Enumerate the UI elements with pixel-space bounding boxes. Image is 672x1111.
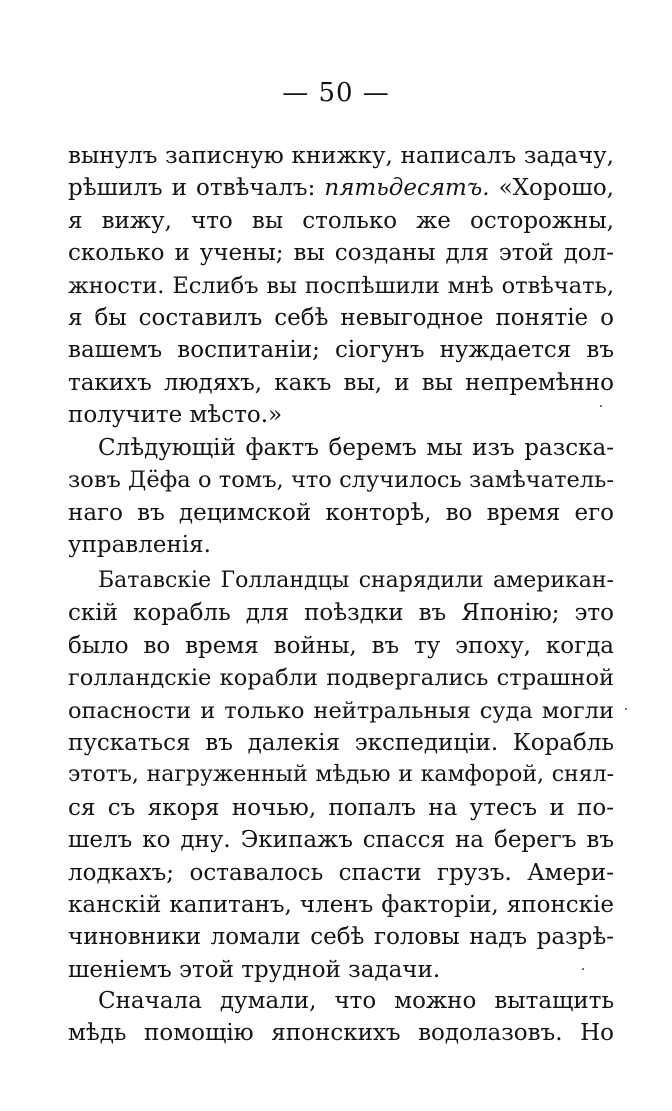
text-line: голландскіе корабли подвергались страшной bbox=[68, 665, 614, 692]
text-line: шелъ ко дну. Экипажъ спасся на берегъ въ bbox=[68, 827, 614, 854]
text-line: Слѣдующій фактъ беремъ мы изъ разска- bbox=[98, 435, 614, 461]
paragraph-3 bbox=[68, 565, 614, 986]
scan-speck bbox=[600, 405, 602, 407]
text-line: опасности и только нейтральныя суда могли bbox=[68, 697, 614, 724]
text-line: получите мѣсто.» bbox=[68, 402, 283, 429]
text-line: я вижу, что вы столько же осторожны, bbox=[68, 207, 614, 234]
text-line: чиновники ломали себѣ головы надъ разрѣ- bbox=[68, 924, 614, 951]
scan-speck bbox=[625, 708, 627, 710]
page-number: — 50 — bbox=[282, 78, 390, 108]
text-line: наго въ децимской конторѣ, во время его bbox=[68, 499, 614, 526]
text-line: мѣдь помощію японскихъ водолазовъ. Но bbox=[68, 1020, 614, 1047]
paragraph-4 bbox=[68, 985, 614, 1050]
text-line: жности. Еслибъ вы поспѣшили мнѣ отвѣчать, bbox=[68, 272, 614, 299]
text-line: было во время войны, въ ту эпоху, когда bbox=[68, 632, 614, 659]
text-line: лодкахъ; оставалось спасти грузъ. Амери- bbox=[68, 859, 614, 886]
paragraph-1 bbox=[68, 140, 614, 432]
text-line: сколько и учены; вы созданы для этой дол- bbox=[68, 240, 614, 267]
text-line: зовъ Дёфа о томъ, что случилось замѣчатель- bbox=[68, 467, 614, 494]
text-segment: «Хорошо, bbox=[489, 175, 614, 202]
text-line: пускаться въ далекія экспедиціи. Корабль bbox=[68, 729, 614, 756]
text-line: этотъ, нагруженный мѣдью и камфорой, снял- bbox=[68, 762, 614, 788]
text-line: шеніемъ этой трудной задачи. bbox=[68, 956, 441, 983]
text-line: Сначала думали, что можно вытащить bbox=[98, 988, 614, 1014]
text-segment: рѣшилъ и отвѣчалъ: bbox=[68, 175, 325, 202]
text-line: управленія. bbox=[68, 532, 211, 559]
text-line: Батавскіе Голландцы снарядили американ- bbox=[98, 568, 614, 593]
text-line: канскій капитанъ, членъ факторіи, японскіе bbox=[68, 891, 614, 918]
text-line: вашемъ воспитаніи; сіогунъ нуждается въ bbox=[68, 337, 614, 364]
italic-word: пятьдесятъ. bbox=[324, 175, 490, 202]
text-line: ся съ якоря ночью, попалъ на утесъ и по- bbox=[68, 794, 614, 821]
text-line: я бы составилъ себѣ невыгодное понятіе о bbox=[68, 304, 614, 331]
scan-speck bbox=[582, 968, 584, 970]
text-line: вынулъ записную книжку, написалъ задачу, bbox=[68, 143, 614, 169]
text-line bbox=[68, 172, 614, 204]
paragraph-2 bbox=[68, 432, 614, 562]
text-line: такихъ людяхъ, какъ вы, и вы непремѣнно bbox=[68, 369, 614, 396]
text-line: скій корабль для поѣздки въ Японію; это bbox=[68, 600, 614, 627]
